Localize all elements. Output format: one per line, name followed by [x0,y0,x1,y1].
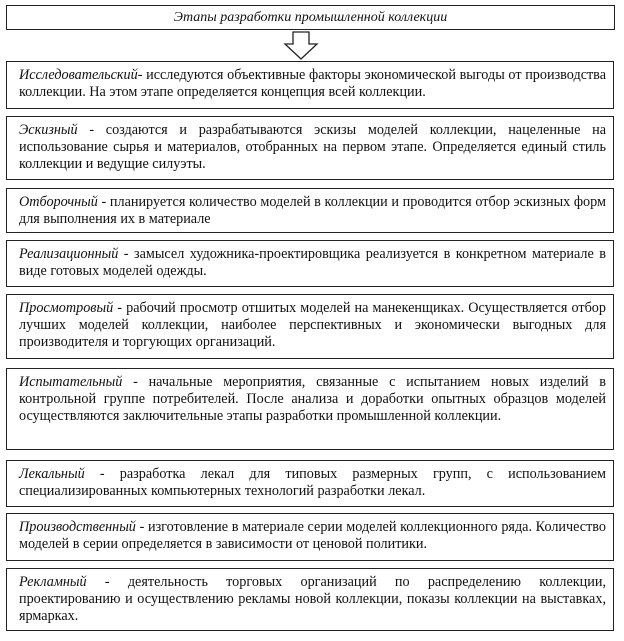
stage-description: - изготовление в материале серии моделей коллекционного ряда. Количество моделей в серии определяется в зависимости от ценовой политики. [19,519,606,552]
stage-name: Реализационный [19,246,119,262]
stage-research [6,61,614,109]
stage-description: - создаются и разрабатываются эскизы моделей коллекции, нацеленные на использование сырья и материалов, отобранных на первом этапе. Определяется единый стиль коллекции и ведущие силуэты. [19,122,606,172]
stage-pattern [6,460,614,507]
down-arrow-icon [283,31,319,61]
stage-name: Лекальный [19,466,85,482]
stage-name: Эскизный [19,122,78,138]
stage-production [6,513,614,561]
stage-description: - рабочий просмотр отшитых моделей на манекенщиках. Осуществляется отбор лучших моделей коллекции, наиболее перспективных и экономически выгодных для производителя и торгующих организаций. [19,300,606,350]
stage-name: Отборочный [19,194,98,210]
diagram-title: Этапы разработки промышленной коллекции [6,5,615,30]
stage-name: Испытательный [19,374,123,390]
stage-selection [6,188,614,233]
stage-description: - деятельность торговых организаций по распределению коллекции, проектированию и осуществлению рекламы новой коллекции, показы коллекции на выставках, ярмарках. [19,574,606,624]
stage-name: Просмотровый [19,300,114,316]
stage-description: исследуются объективные факторы экономической выгоды от производства коллекции. На этом этапе определяется концепция всей коллекции. [19,67,606,100]
stage-advertising [6,568,614,631]
stage-description: - начальные мероприятия, связанные с испытанием новых изделий в контрольной группе потребителей. После анализа и доработки опытных образцов моделей осуществляются заключительные этапы разработки промышленной коллекции. [19,374,606,424]
stage-name: Исследовательский- [19,67,143,83]
stage-name: Рекламный [19,574,87,590]
stage-description: - планируется количество моделей в коллекции и проводится отбор эскизных форм для выполнения их в материале [19,194,606,227]
stage-realization [6,240,614,287]
stage-description: - разработка лекал для типовых размерных групп, с использованием специализированных компьютерных технологий разработки лекал. [19,466,606,499]
stage-sketch [6,116,614,180]
stage-testing [6,368,614,450]
stage-description: - замысел художника-проектировщика реализуется в конкретном материале в виде готовых моделей одежды. [19,246,606,279]
stage-name: Производственный [19,519,136,535]
stage-review [6,294,614,359]
